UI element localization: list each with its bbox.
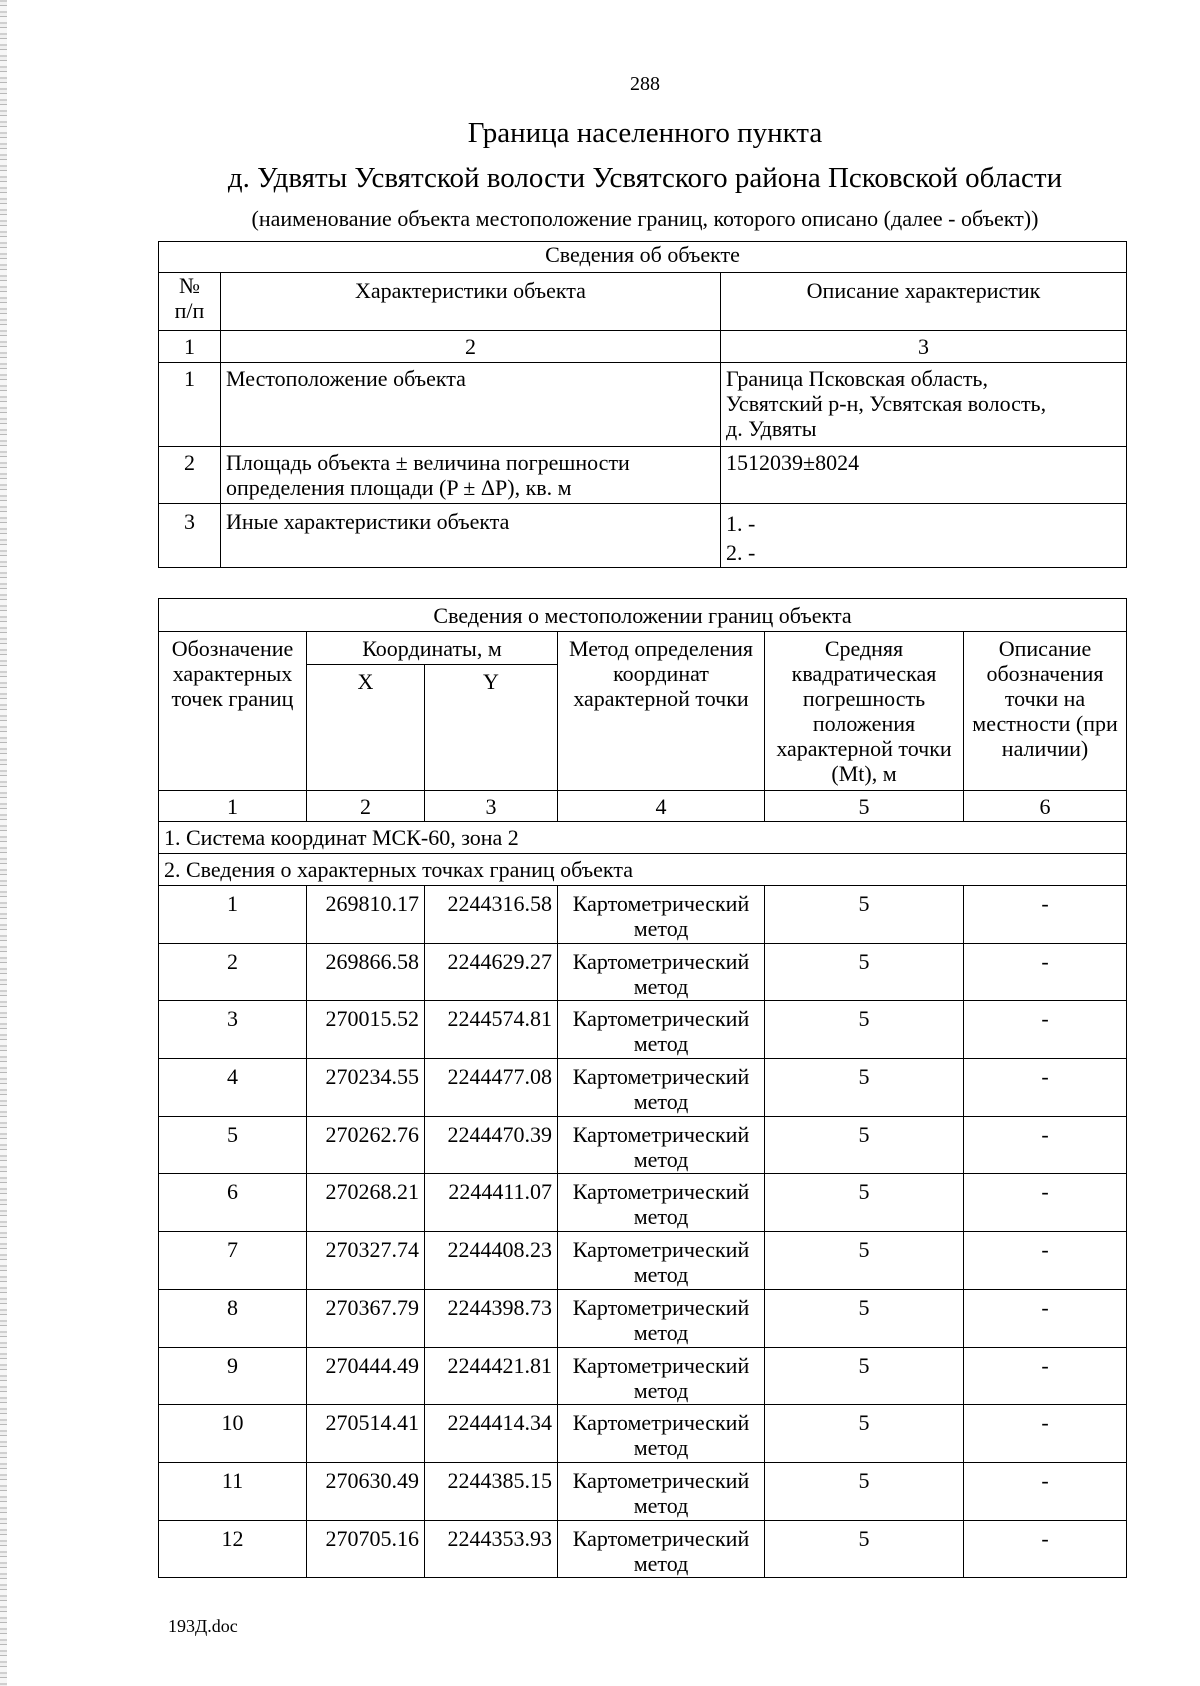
point-number: 3 xyxy=(159,1001,307,1059)
y-coordinate: 2244408.23 xyxy=(425,1232,558,1290)
scan-edge xyxy=(0,0,7,1686)
mean-square-error: 5 xyxy=(765,1232,964,1290)
header-characteristic: Характеристики объекта xyxy=(221,273,721,331)
points-section-row: 2. Сведения о характерных точках границ объекта xyxy=(159,854,1127,886)
mean-square-error: 5 xyxy=(765,943,964,1001)
point-description: - xyxy=(964,886,1127,944)
table-row xyxy=(159,1462,1127,1520)
point-description: - xyxy=(964,1405,1127,1463)
point-number: 10 xyxy=(159,1405,307,1463)
point-description: - xyxy=(964,1059,1127,1117)
footer-filename: 193Д.doc xyxy=(168,1616,238,1636)
table-row xyxy=(159,1347,1127,1405)
x-coordinate: 270514.41 xyxy=(307,1405,425,1463)
method: Картометрический метод xyxy=(558,943,765,1001)
point-description: - xyxy=(964,1232,1127,1290)
point-description: - xyxy=(964,1462,1127,1520)
row-number: 2 xyxy=(159,447,221,504)
col-number: 3 xyxy=(425,791,558,822)
point-number: 4 xyxy=(159,1059,307,1117)
header-point-description: Описание обозначения точки на местности (при наличии) xyxy=(964,632,1127,791)
point-number: 5 xyxy=(159,1116,307,1174)
point-number: 8 xyxy=(159,1289,307,1347)
method: Картометрический метод xyxy=(558,1289,765,1347)
y-coordinate: 2244477.08 xyxy=(425,1059,558,1117)
point-number: 2 xyxy=(159,943,307,1001)
table-row xyxy=(159,943,1127,1001)
method: Картометрический метод xyxy=(558,1232,765,1290)
boundary-caption: Сведения о местоположении границ объекта xyxy=(159,599,1127,632)
point-number: 9 xyxy=(159,1347,307,1405)
method: Картометрический метод xyxy=(558,1347,765,1405)
x-coordinate: 269866.58 xyxy=(307,943,425,1001)
x-coordinate: 270367.79 xyxy=(307,1289,425,1347)
point-description: - xyxy=(964,1001,1127,1059)
y-coordinate: 2244574.81 xyxy=(425,1001,558,1059)
y-coordinate: 2244411.07 xyxy=(425,1174,558,1232)
x-coordinate: 270327.74 xyxy=(307,1232,425,1290)
header-y: Y xyxy=(425,665,558,791)
mean-square-error: 5 xyxy=(765,1462,964,1520)
document-title: Граница населенного пункта xyxy=(467,117,823,149)
table-row xyxy=(159,1174,1127,1232)
mean-square-error: 5 xyxy=(765,1059,964,1117)
y-coordinate: 2244414.34 xyxy=(425,1405,558,1463)
mean-square-error: 5 xyxy=(765,1116,964,1174)
y-coordinate: 2244421.81 xyxy=(425,1347,558,1405)
header-num: № п/п xyxy=(159,273,221,331)
y-coordinate: 2244470.39 xyxy=(425,1116,558,1174)
header-point: Обозначение характерных точек границ xyxy=(159,632,307,791)
point-description: - xyxy=(964,1289,1127,1347)
method: Картометрический метод xyxy=(558,1116,765,1174)
y-coordinate: 2244316.58 xyxy=(425,886,558,944)
row-description: 1512039±8024 xyxy=(721,447,1127,504)
col-number: 2 xyxy=(221,331,721,363)
mean-square-error: 5 xyxy=(765,1520,964,1578)
x-coordinate: 270705.16 xyxy=(307,1520,425,1578)
col-number: 1 xyxy=(159,791,307,822)
x-coordinate: 270262.76 xyxy=(307,1116,425,1174)
table-row xyxy=(159,1520,1127,1578)
point-number: 6 xyxy=(159,1174,307,1232)
col-number: 2 xyxy=(307,791,425,822)
x-coordinate: 270015.52 xyxy=(307,1001,425,1059)
table-row xyxy=(159,1001,1127,1059)
row-characteristic: Площадь объекта ± величина погрешности определения площади (P ± ΔP), кв. м xyxy=(221,447,721,504)
x-coordinate: 270268.21 xyxy=(307,1174,425,1232)
object-info-caption: Сведения об объекте xyxy=(159,242,1127,273)
table-row xyxy=(159,1289,1127,1347)
header-coords: Координаты, м xyxy=(307,632,558,665)
method: Картометрический метод xyxy=(558,886,765,944)
point-number: 11 xyxy=(159,1462,307,1520)
mean-square-error: 5 xyxy=(765,886,964,944)
row-description: Граница Псковская область, Усвятский р-н, Усвятская волость, д. Удвяты xyxy=(721,363,1127,447)
header-method: Метод определения координат характерной точки xyxy=(558,632,765,791)
table-row xyxy=(159,1116,1127,1174)
col-number: 3 xyxy=(721,331,1127,363)
x-coordinate: 270234.55 xyxy=(307,1059,425,1117)
mean-square-error: 5 xyxy=(765,1174,964,1232)
table-row xyxy=(159,1232,1127,1290)
mean-square-error: 5 xyxy=(765,1405,964,1463)
point-number: 7 xyxy=(159,1232,307,1290)
table-row xyxy=(159,1405,1127,1463)
point-description: - xyxy=(964,1174,1127,1232)
row-description: 1. - 2. - xyxy=(721,504,1127,568)
point-description: - xyxy=(964,1520,1127,1578)
y-coordinate: 2244353.93 xyxy=(425,1520,558,1578)
row-characteristic: Местоположение объекта xyxy=(221,363,721,447)
mean-square-error: 5 xyxy=(765,1289,964,1347)
method: Картометрический метод xyxy=(558,1001,765,1059)
header-x: X xyxy=(307,665,425,791)
y-coordinate: 2244398.73 xyxy=(425,1289,558,1347)
document-subject: д. Удвяты Усвятской волости Усвятского района Псковской области xyxy=(227,162,1063,194)
method: Картометрический метод xyxy=(558,1462,765,1520)
method: Картометрический метод xyxy=(558,1405,765,1463)
col-number: 1 xyxy=(159,331,221,363)
boundary-points-table xyxy=(158,598,1127,1578)
object-info-table xyxy=(158,241,1127,568)
method: Картометрический метод xyxy=(558,1059,765,1117)
point-number: 12 xyxy=(159,1520,307,1578)
header-description: Описание характеристик xyxy=(721,273,1127,331)
y-coordinate: 2244629.27 xyxy=(425,943,558,1001)
point-rows xyxy=(159,886,1127,1578)
document-subtitle: (наименование объекта местоположение границ, которого описано (далее - объект)) xyxy=(251,206,1039,231)
table-row xyxy=(159,886,1127,944)
x-coordinate: 270630.49 xyxy=(307,1462,425,1520)
col-number: 4 xyxy=(558,791,765,822)
row-number: 1 xyxy=(159,363,221,447)
col-number: 5 xyxy=(765,791,964,822)
x-coordinate: 270444.49 xyxy=(307,1347,425,1405)
page-number: 288 xyxy=(630,73,660,95)
method: Картометрический метод xyxy=(558,1520,765,1578)
point-description: - xyxy=(964,1347,1127,1405)
col-number: 6 xyxy=(964,791,1127,822)
method: Картометрический метод xyxy=(558,1174,765,1232)
mean-square-error: 5 xyxy=(765,1347,964,1405)
point-description: - xyxy=(964,1116,1127,1174)
point-number: 1 xyxy=(159,886,307,944)
table-row xyxy=(159,1059,1127,1117)
header-error: Средняя квадратическая погрешность положения характерной точки (Mt), м xyxy=(765,632,964,791)
row-number: 3 xyxy=(159,504,221,568)
mean-square-error: 5 xyxy=(765,1001,964,1059)
row-characteristic: Иные характеристики объекта xyxy=(221,504,721,568)
x-coordinate: 269810.17 xyxy=(307,886,425,944)
y-coordinate: 2244385.15 xyxy=(425,1462,558,1520)
coordinate-system-row: 1. Система координат МСК-60, зона 2 xyxy=(159,822,1127,854)
point-description: - xyxy=(964,943,1127,1001)
